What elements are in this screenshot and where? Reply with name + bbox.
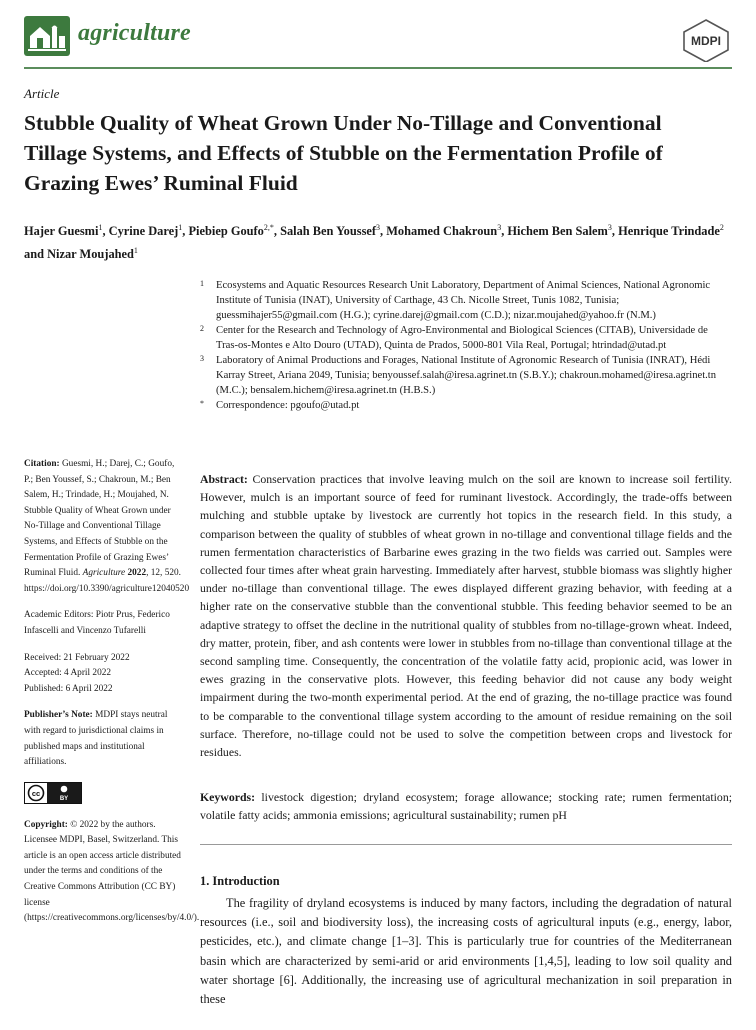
section-divider <box>200 844 732 845</box>
author-affiliation-marker: 2,* <box>263 223 274 232</box>
author-affiliation-marker: 3 <box>607 223 612 232</box>
author-affiliation-marker: 1 <box>98 223 103 232</box>
affiliation-number: 1 <box>200 279 204 288</box>
affiliation-item <box>200 323 730 353</box>
abstract-label: Abstract: <box>200 472 248 486</box>
copyright-label: Copyright: <box>24 819 68 830</box>
affiliation-number: 3 <box>200 354 204 363</box>
citation-journal: Agriculture <box>82 568 126 579</box>
author-name[interactable]: Henrique Trindade <box>618 224 720 239</box>
header-divider <box>24 67 732 69</box>
keywords <box>200 788 732 824</box>
affiliation-text: Ecosystems and Aquatic Resources Research Unit Laboratory, Department of Animal Sciences, National Agronomic Institute of Tunisia (INAT), University of Carthage, 43 Ch. Nicolle Street, Tunis 1082, Tunisia; guessmihajer55@gmail.com (H.G.); cyrine.darej@gmail.com (C.D.); nizar.moujahed@yahoo.fr (N.M.) <box>216 280 711 321</box>
citation-doi[interactable]: , 12, 520. https://doi.org/10.3390/agriculture12040520 <box>24 568 190 594</box>
author-name[interactable]: Piebiep Goufo <box>188 224 264 239</box>
citation-year: 2022 <box>127 568 147 579</box>
affiliation-number: 2 <box>200 324 204 333</box>
article-title: Stubble Quality of Wheat Grown Under No-Tillage and Conventional Tillage Systems, and Effects of Stubble on the Fermentation Profile of Grazing Ewes’ Ruminal Fluid <box>24 111 663 195</box>
affiliation-list <box>200 278 730 413</box>
article-info-sidebar <box>24 457 200 927</box>
received-date: Received: 21 February 2022 <box>24 652 130 663</box>
intro-paragraph: The fragility of dryland ecosystems is induced by many factors, including the degradation of natural resources (i.e., soil and biodiversity loss), the increasing costs of agricultural inputs (e.g., energy, labor, pesticides, etc.), and climate change [1–3]. This is particularly true for countries of the Mediterranean basin which are characterized by semi-arid or arid environments [1,4,5], leading to low soil quality and water shortage [6]. Additionally, the increasing use of agricultural mechanization in soil preparation in these <box>200 896 732 1007</box>
affiliation-number: * <box>200 399 204 408</box>
affiliation-item <box>200 278 730 323</box>
affiliation-text: Center for the Research and Technology of Agro-Environmental and Biological Sciences (CITAB), Universidade de Tras-os-Montes e Alto Douro (UTAD), Quinta de Prados, 5000-801 Vila Real, Portugal; htrindad@utad.pt <box>216 325 708 351</box>
author-name[interactable]: Salah Ben Youssef <box>280 224 377 239</box>
published-date: Published: 6 April 2022 <box>24 683 113 694</box>
author-list: Hajer Guesmi$^1$, Cyrine Darej$^1$, Piebiep Goufo$^{2,*}$, Salah Ben Youssef$^3$, Mohamed Chakroun$^3$, Hichem Ben Salem$^3$, Henrique Trindade$^2$ and Nizar Moujahed$^1$ <box>24 223 724 262</box>
citation-label: Citation: <box>24 459 60 469</box>
cc-by-license-icon[interactable] <box>24 782 82 804</box>
copyright-block <box>24 818 200 927</box>
publisher-note-text: MDPI stays neutral with regard to jurisdictional claims in published maps and institutional affiliations. <box>24 710 168 768</box>
section-heading: 1. Introduction <box>200 874 280 888</box>
keywords-text: livestock digestion; dryland ecosystem; forage allowance; stocking rate; rumen fermentation; volatile fatty acids; ammonia emissions; agricultural sustainability; rumen pH <box>200 790 733 823</box>
publisher-name: MDPI <box>691 34 721 48</box>
journal-logo-icon <box>24 16 70 56</box>
author-name[interactable]: Mohamed Chakroun <box>386 224 498 239</box>
author-affiliation-marker: 1 <box>178 223 183 232</box>
article-type: Article <box>24 86 60 101</box>
author-name[interactable]: Nizar Moujahed <box>47 247 134 262</box>
citation-block <box>24 457 190 597</box>
abstract <box>200 470 732 761</box>
by-mark: BY <box>59 795 69 802</box>
affiliation-item <box>200 353 730 398</box>
author-name[interactable]: Hichem Ben Salem <box>507 224 608 239</box>
author-affiliation-marker: 3 <box>376 223 381 232</box>
abstract-text: Conservation practices that involve leaving mulch on the soil are known to increase soil fertility. However, mulch is an important source of feed for ruminant livestock. Accordingly, the trade-offs between mulching and stubble uptake by livestock are currently hot topics in the research field. In this study, a comparison between the quality of stubbles of wheat grown in no-tillage and conventional tillage fields and the rumen fermentation characteristics of Barbarine ewes grazing in the two fields was carried out. Samples were collected four times after wheat grain harvesting. Immediately after harvest, stubble biomass was slightly higher under no-tillage than conventional tillage. The ewes displayed different grazing behavior, with feeding at a higher rate on the conservative stubble than the conventional stubble. This feeding behavior seemed to be an adaptive strategy to offset the decline in the nutritional quality of stubbles from no-tillage-grown wheat. Indeed, dry matter, protein, fiber, and ash contents were lower in stubbles from no-tillage than conventional tillage at the second sampling time. Consequently, the concentration of the volatile fatty acid, propionic acid, was lower in ewes grazing in the conservative plots. However, this feeding behavior did not cause any body weight impairment during the two-month experimental period. At the end of grazing, the no-tillage practice was found to be comparable to the conventional tillage system according to the amount of residue remaining on the soil surface. Therefore, no-tillage could not be used to solve the competition between crops and livestock for residues. <box>200 472 733 760</box>
publisher-note-label: Publisher’s Note: <box>24 710 93 721</box>
author-affiliation-marker: 3 <box>497 223 502 232</box>
cc-mark: cc <box>31 788 41 798</box>
copyright-text: © 2022 by the authors. Licensee MDPI, Basel, Switzerland. This article is an open access article distributed under the terms and conditions of the Creative Commons Attribution (CC BY) license (https://creativecommons.org/licenses/by/4.0/). <box>24 819 200 924</box>
author-affiliation-marker: 1 <box>133 246 138 256</box>
accepted-date: Accepted: 4 April 2022 <box>24 668 112 679</box>
author-name[interactable]: Hajer Guesmi <box>24 224 99 239</box>
affiliation-item <box>200 398 730 413</box>
publisher-note <box>24 708 184 770</box>
affiliation-text: Laboratory of Animal Productions and Forages, National Institute of Agronomic Research of Tunisia (INRAT), Hédi Karray Street, Ariana 2049, Tunisia; benyoussef.salah@iresa.agrinet.tn (S.B.Y.); chakroun.mohamed@iresa.agrinet.tn (M.C.); bensalem.hichem@iresa.agrinet.tn (H.B.S.) <box>216 355 717 396</box>
citation-text: Guesmi, H.; Darej, C.; Goufo, P.; Ben Youssef, S.; Chakroun, M.; Ben Salem, H.; Trindade, H.; Moujahed, N. Stubble Quality of Wheat Grown under No-Tillage and Conventional Tillage Systems, and Effects of Stubble on the Fermentation Profile of Grazing Ewes’ Ruminal Fluid. <box>24 459 175 579</box>
mdpi-logo-icon <box>678 18 734 62</box>
academic-editors: Academic Editors: Piotr Prus, Federico Infascelli and Vincenzo Tufarelli <box>24 610 170 636</box>
keywords-label: Keywords: <box>200 790 256 804</box>
journal-name: agriculture <box>78 20 191 46</box>
affiliation-text: Correspondence: pgoufo@utad.pt <box>216 400 360 411</box>
author-affiliation-marker: 2 <box>719 223 724 232</box>
author-name[interactable]: Cyrine Darej <box>108 224 179 239</box>
